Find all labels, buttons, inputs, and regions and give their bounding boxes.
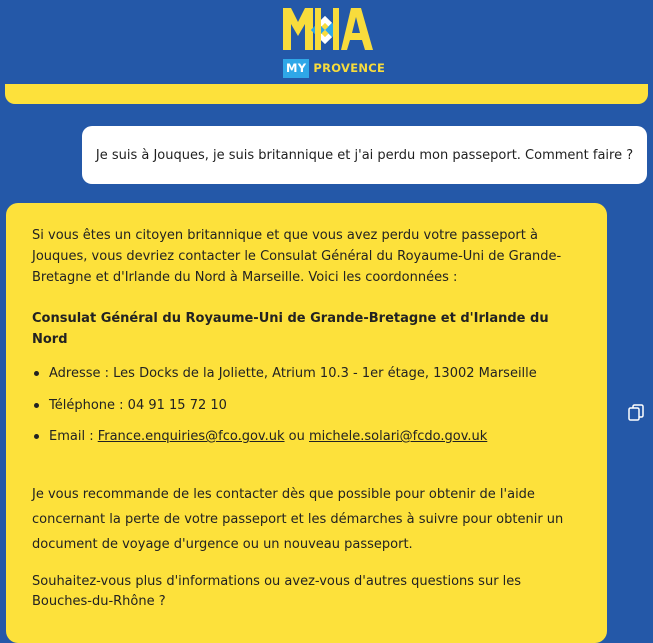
header-banner-bar xyxy=(5,84,648,104)
contact-details-list xyxy=(32,363,581,458)
list-item-email xyxy=(32,426,581,458)
user-message-bubble xyxy=(82,126,647,184)
email-prefix: Email : xyxy=(49,429,98,444)
email-link-secondary[interactable]: michele.solari@fcdo.gov.uk xyxy=(309,429,488,444)
consulate-heading: Consulat Général du Royaume-Uni de Grande-Bretagne et d'Irlande du Nord xyxy=(32,311,549,347)
logo-provence-label: PROVENCE xyxy=(313,60,386,75)
logo-my-label: MY xyxy=(283,59,309,78)
assistant-message-bubble xyxy=(6,203,607,643)
user-message-text: Je suis à Jouques, je suis britannique et j'ai perdu mon passeport. Comment faire ? xyxy=(95,147,634,163)
app-header xyxy=(0,0,653,105)
email-separator: ou xyxy=(284,429,309,444)
assistant-intro-text: Si vous êtes un citoyen britannique et que vous avez perdu votre passeport à Jouques, vous devriez contacter le Consulat Général du Royaume-Uni de Grande-Bretagne et d'Irlande du Nord à Marseille. Voici les coordonnées : xyxy=(32,228,562,285)
followup-question-text: Souhaitez-vous plus d'informations ou avez-vous d'autres questions sur les Bouches-du-Rhône ? xyxy=(32,573,522,609)
copy-icon[interactable] xyxy=(628,404,644,422)
recommendation-text: Je vous recommande de les contacter dès que possible pour obtenir de l'aide concernant la perte de votre passeport et les démarches à suivre pour obtenir un document de voyage d'urgence ou un nouveau passeport. xyxy=(32,486,564,552)
list-item-address xyxy=(32,363,581,395)
address-text: Adresse : Les Docks de la Joliette, Atrium 10.3 - 1er étage, 13002 Marseille xyxy=(49,366,537,381)
my-provence-wordmark xyxy=(283,57,385,79)
mha-logo-mark xyxy=(281,6,377,52)
list-item-phone xyxy=(32,395,581,427)
mha-logo xyxy=(281,6,386,78)
email-link-primary[interactable]: France.enquiries@fco.gov.uk xyxy=(97,429,285,444)
phone-text: Téléphone : 04 91 15 72 10 xyxy=(49,397,227,413)
